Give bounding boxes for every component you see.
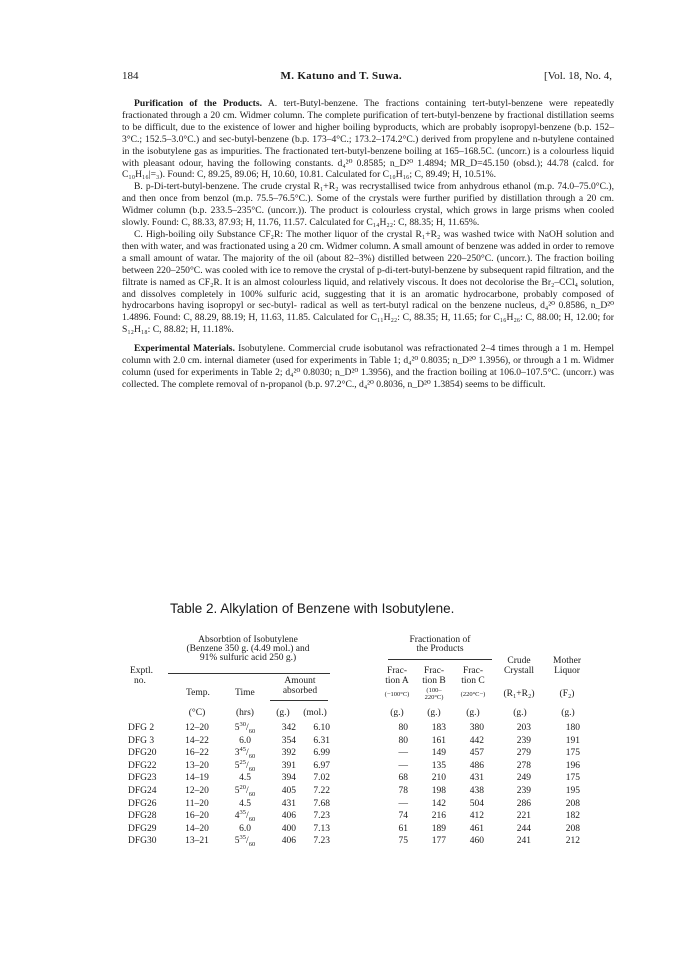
col-mother-2: Liquor [554, 666, 580, 676]
cell-time: 4.5 [239, 798, 251, 809]
cell-time: $5^{20}/_{60}$ [234, 783, 256, 798]
col-exptl-1: Exptl. [130, 666, 153, 676]
cell-temp: 12–20 [185, 723, 209, 733]
cell-temp: 12–20 [185, 786, 209, 796]
cell-mother: 212 [565, 836, 580, 847]
header-authors: M. Katuno and T. Suwa. [280, 70, 402, 82]
col-mother-1: Mother [553, 656, 581, 666]
group1-line3: 91% sulfuric acid 250 g.) [199, 653, 297, 663]
group2-brace [388, 659, 492, 660]
group1-line1: Absorbtion of Isobutylene [198, 635, 298, 645]
unit-temp: (°C) [188, 708, 206, 718]
cell-g: 394 [281, 773, 296, 784]
cell-b: 161 [431, 735, 446, 746]
cell-no: DFG23 [128, 773, 157, 784]
unit-a: (g.) [390, 708, 404, 718]
cell-temp: 13–21 [185, 836, 209, 847]
cell-b: 216 [431, 811, 446, 822]
unit-c: (g.) [466, 708, 480, 718]
purification-heading: Purification of the Products. [134, 98, 262, 109]
cell-c: 504 [469, 798, 484, 809]
cell-mol: 6.10 [313, 723, 330, 733]
cell-temp: 11–20 [185, 798, 209, 809]
cell-time: 6.0 [239, 823, 251, 834]
cell-g: 406 [281, 836, 296, 847]
cell-temp: 13–20 [185, 760, 209, 771]
unit-crude: (g.) [513, 708, 527, 718]
header-volume: [Vol. 18, No. 4, [544, 70, 612, 82]
cell-time: 4.5 [239, 773, 251, 784]
cell-mol: 7.23 [313, 811, 330, 822]
col-frac-b-3: (100– [426, 687, 442, 694]
cell-g: 354 [281, 735, 296, 746]
cell-c: 442 [469, 735, 484, 746]
cell-temp: 14–19 [185, 773, 209, 784]
cell-no: DFG26 [128, 798, 157, 809]
cell-g: 431 [281, 798, 296, 809]
cell-a: 74 [398, 811, 408, 822]
cell-a: 80 [398, 723, 408, 733]
cell-b: 210 [431, 773, 446, 784]
cell-no: DFG24 [128, 786, 157, 796]
cell-crude: 286 [516, 798, 531, 809]
cell-crude: 203 [516, 723, 531, 733]
col-frac-b-2: tion B [422, 676, 446, 686]
cell-no: DFG22 [128, 760, 157, 771]
cell-b: 149 [431, 748, 446, 759]
experimental-text: Isobutylene. Commercial crude isobutanol was refractionated 2–4 times through a 1 m. Hempel column with 2.0 cm. internal diameter (used for experiments in Table 1; d₄²⁰ 0.8035; n_D²⁰ 1.3956), or through a 1 m. Widmer column (used for experiments in Table 2; d₄²⁰ 0.8030; n_D²⁰ 1.3956), and the fraction boiling at 106.0–107.5°C. (uncorr.) was collected. The complete removal of n-propanol (b.p. 97.2°C., d₄²⁰ 0.8036, n_D²⁰ 1.3854) seems to be difficult. [122, 343, 614, 390]
cell-crude: 279 [516, 748, 531, 759]
col-frac-a-1: Frac- [386, 666, 408, 676]
cell-no: DFG 3 [128, 735, 155, 746]
col-frac-c-3: (220°C−) [460, 691, 486, 698]
col-amount-1: Amount [284, 676, 316, 686]
cell-a: 80 [398, 735, 408, 746]
cell-mother: 195 [565, 786, 580, 796]
cell-g: 406 [281, 811, 296, 822]
cell-mother: 182 [565, 811, 580, 822]
cell-g: 392 [281, 748, 296, 759]
cell-crude: 244 [516, 823, 531, 834]
col-frac-c-1: Frac- [462, 666, 484, 676]
cell-b: 198 [431, 786, 446, 796]
col-crude-2: Crystall [503, 666, 535, 676]
page-number: 184 [122, 70, 139, 82]
cell-time: $5^{35}/_{60}$ [234, 834, 256, 849]
cell-c: 431 [469, 773, 484, 784]
col-frac-b-1: Frac- [423, 666, 445, 676]
col-exptl-2: no. [134, 676, 146, 686]
cell-crude: 239 [516, 786, 531, 796]
cell-temp: 14–22 [185, 735, 209, 746]
cell-b: 142 [431, 798, 446, 809]
cell-time: 6.0 [239, 735, 251, 746]
cell-mol: 7.68 [313, 798, 330, 809]
cell-b: 135 [431, 760, 446, 771]
cell-mol: 7.13 [313, 823, 330, 834]
col-crude-3: (R₁+R₂) [503, 689, 535, 699]
cell-c: 412 [469, 811, 484, 822]
cell-no: DFG28 [128, 811, 157, 822]
cell-c: 380 [469, 723, 484, 733]
cell-mol: 7.02 [313, 773, 330, 784]
cell-temp: 14–20 [185, 823, 209, 834]
cell-mother: 175 [565, 773, 580, 784]
purification-para-c: C. High-boiling oily Substance CF₂R: The mother liquor of the crystal R₁+R₂ was washed twice with NaOH solution and then with water, and was fractionated using a 20 cm. Widmer column. A small amount of benzene was added in order to remove a small amount of watar. The majority of the oil (about 82–3%) distilled between 220–250°C. (uncorr.). The fraction boiling between 220–250°C. was cooled with ice to remove the crystal of p-di-tert-butyl-benzene by subsequent rapid filtration, and the filtrate is named as CF₂R. It is an almost colourless liquid, and relatively viscous. It does not decolorise the Br₂–CCl₄ solution, and dissolves completely in 100% sulfuric acid, suggesting that it is an aromatic hydrocarbone, probably composed of hydrocarbons having isopropyl or sec-butyl- radical as well as tert-butyl radical on the benzene nucleus, d₄²⁰ 0.8586, n_D²⁰ 1.4896. Found: C, 88.29, 88.19; H, 11.63, 11.85. Calculated for C₁₁H₂₂: C, 88.35; H, 11.65; for C₁₆H₂₆: C, 88.00; H, 12.00; for S₁₂H₁₈: C, 88.82; H, 11.18%. [122, 228, 614, 336]
cell-no: DFG29 [128, 823, 157, 834]
cell-crude: 221 [516, 811, 531, 822]
purification-text-a: A. tert-Butyl-benzene. The fractions containing tert-butyl-benzene were repeatedly fractionated through a 20 cm. Widmer column. The complete purification of tert-butyl-benzene by fractional distillation seems to be difficult, due to the existence of lower and higher boiling byproducts, which are probably isopropyl-benzene (b.p. 152–3°C.; 152.5–3.0°C.) and sec-butyl-benzene (b.p. 173–4°C.; 173.2–174.2°C.) derived from propylene and n-butylene contained in the isobutylene gas as impurities. The fractionated tert-butyl-benzene boiling at 165–168.5C. (uncorr.) is a colourless liquid with pleasant odour, having the following constants. d₄²⁰ 0.8585; n_D²⁰ 1.4894; MR_D=45.150 (obsd.); 44.78 (calcd. for C₁₀H₁₆|=₃). Found: C, 89.25, 89.06; H, 10.60, 10.81. Calculated for C₁₀H₁₆; C, 89.49; H, 10.51%. [122, 98, 614, 181]
cell-mol: 6.97 [313, 760, 330, 771]
cell-no: DFG30 [128, 836, 157, 847]
cell-c: 457 [469, 748, 484, 759]
col-temp: Temp. [186, 688, 210, 698]
unit-mother: (g.) [561, 708, 575, 718]
cell-mol: 7.23 [313, 836, 330, 847]
group1-line2: (Benzene 350 g. (4.49 mol.) and [186, 644, 310, 654]
unit-time: (hrs) [236, 708, 254, 718]
cell-a: — [398, 760, 408, 771]
cell-crude: 249 [516, 773, 531, 784]
cell-mol: 6.99 [313, 748, 330, 759]
cell-time: $5^{30}/_{60}$ [234, 720, 256, 735]
cell-temp: 16–22 [185, 748, 209, 759]
cell-crude: 239 [516, 735, 531, 746]
col-frac-b-4: 220°C) [424, 694, 444, 701]
cell-g: 391 [281, 760, 296, 771]
cell-c: 460 [469, 836, 484, 847]
cell-a: 75 [398, 836, 408, 847]
cell-b: 183 [431, 723, 446, 733]
cell-a: — [398, 798, 408, 809]
cell-mother: 175 [565, 748, 580, 759]
col-mother-3: (F₂) [559, 689, 575, 699]
cell-a: — [398, 748, 408, 759]
cell-g: 342 [281, 723, 296, 733]
cell-mol: 7.22 [313, 786, 330, 796]
cell-crude: 278 [516, 760, 531, 771]
cell-mother: 191 [565, 735, 580, 746]
cell-a: 61 [398, 823, 408, 834]
cell-mother: 180 [565, 723, 580, 733]
cell-temp: 16–20 [185, 811, 209, 822]
cell-c: 486 [469, 760, 484, 771]
cell-crude: 241 [516, 836, 531, 847]
cell-g: 405 [281, 786, 296, 796]
group2-line1: Fractionation of [409, 635, 471, 645]
table-title: Table 2. Alkylation of Benzene with Isobutylene. [170, 601, 455, 616]
col-time: Time [235, 688, 255, 698]
unit-mol: (mol.) [303, 708, 327, 718]
col-amount-2: absorbed [282, 686, 318, 696]
cell-g: 400 [281, 823, 296, 834]
cell-mother: 196 [565, 760, 580, 771]
amount-brace [270, 700, 328, 701]
cell-time: $3^{45}/_{60}$ [234, 746, 256, 761]
col-crude-1: Crude [507, 656, 531, 666]
group1-brace [168, 673, 330, 674]
unit-g: (g.) [276, 708, 290, 718]
cell-c: 461 [469, 823, 484, 834]
cell-time: $5^{25}/_{60}$ [234, 758, 256, 773]
col-frac-a-3: (−100°C) [384, 691, 410, 698]
col-frac-a-2: tion A [385, 676, 409, 686]
cell-b: 177 [431, 836, 446, 847]
cell-a: 78 [398, 786, 408, 796]
cell-a: 68 [398, 773, 408, 784]
purification-para-b: B. p-Di-tert-butyl-benzene. The crude crystal R₁+R₂ was recrystallised twice from anhydrous ethanol (m.p. 74.0–75.0°C.), and then once from benzol (m.p. 75.5–76.5°C.). Some of the crystals were further purified by distillation through a 20 cm. Widmer column (b.p. 233.5–235°C. (uncorr.)). The product is colourless crystal, which grows in large prisms when cooled slowly. Found: C, 88.33, 87.93; H, 11.76, 11.57. Calculated for C₁₄H₂₂: C, 88.35; H, 11.65%. [122, 181, 614, 229]
col-frac-c-2: tion C [461, 676, 485, 686]
cell-mol: 6.31 [313, 735, 330, 746]
cell-mother: 208 [565, 823, 580, 834]
cell-no: DFG20 [128, 748, 157, 759]
cell-c: 438 [469, 786, 484, 796]
cell-b: 189 [431, 823, 446, 834]
unit-b: (g.) [427, 708, 441, 718]
cell-mother: 208 [565, 798, 580, 809]
experimental-heading: Experimental Materials. [134, 343, 235, 355]
group2-line2: the Products [416, 644, 464, 654]
cell-time: $4^{35}/_{60}$ [234, 809, 256, 824]
cell-no: DFG 2 [128, 723, 155, 733]
